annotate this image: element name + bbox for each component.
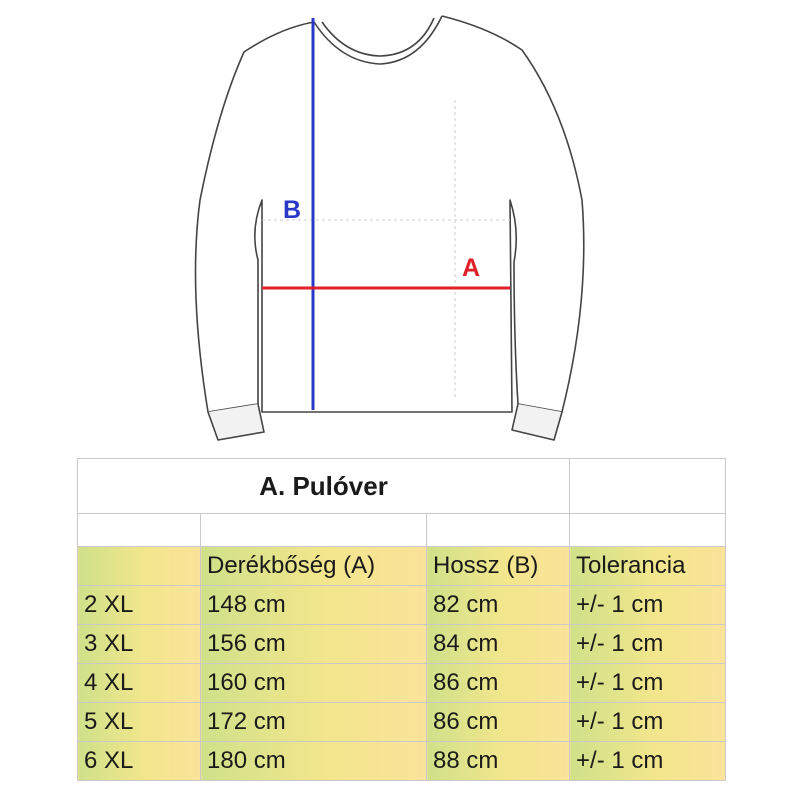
- tolerance-cell: +/- 1 cm: [570, 664, 726, 703]
- table-header-row: [78, 547, 726, 586]
- tolerance-cell: +/- 1 cm: [570, 703, 726, 742]
- length-cell: 82 cm: [427, 586, 570, 625]
- size-cell: 3 XL: [78, 625, 201, 664]
- table-row: [78, 625, 726, 664]
- tolerance-cell: +/- 1 cm: [570, 586, 726, 625]
- tolerance-cell: +/- 1 cm: [570, 625, 726, 664]
- header-cell: Hossz (B): [427, 547, 570, 586]
- header-cell: Derékbőség (A): [201, 547, 427, 586]
- label-b: B: [283, 196, 302, 224]
- size-cell: 5 XL: [78, 703, 201, 742]
- waist-cell: 160 cm: [201, 664, 427, 703]
- table-title-row: [78, 459, 726, 514]
- size-cell: 2 XL: [78, 586, 201, 625]
- table-cell: [570, 459, 726, 514]
- length-cell: 86 cm: [427, 664, 570, 703]
- table-cell: [78, 514, 201, 547]
- label-a: A: [462, 254, 481, 282]
- waist-cell: 148 cm: [201, 586, 427, 625]
- header-cell: Tolerancia: [570, 547, 726, 586]
- blank-row: [78, 514, 726, 547]
- length-cell: 86 cm: [427, 703, 570, 742]
- sweater-outline: [196, 16, 584, 440]
- length-cell: 84 cm: [427, 625, 570, 664]
- tolerance-cell: +/- 1 cm: [570, 742, 726, 781]
- size-cell: 4 XL: [78, 664, 201, 703]
- table-row: [78, 586, 726, 625]
- table-cell: [201, 514, 427, 547]
- waist-cell: 172 cm: [201, 703, 427, 742]
- table-title: A. Pulóver: [78, 459, 570, 514]
- header-cell: [78, 547, 201, 586]
- table-cell: [570, 514, 726, 547]
- table-cell: [427, 514, 570, 547]
- waist-cell: 156 cm: [201, 625, 427, 664]
- length-cell: 88 cm: [427, 742, 570, 781]
- table-row: [78, 703, 726, 742]
- table-row: [78, 664, 726, 703]
- size-cell: 6 XL: [78, 742, 201, 781]
- size-table: [77, 458, 725, 781]
- waist-cell: 180 cm: [201, 742, 427, 781]
- table-row: [78, 742, 726, 781]
